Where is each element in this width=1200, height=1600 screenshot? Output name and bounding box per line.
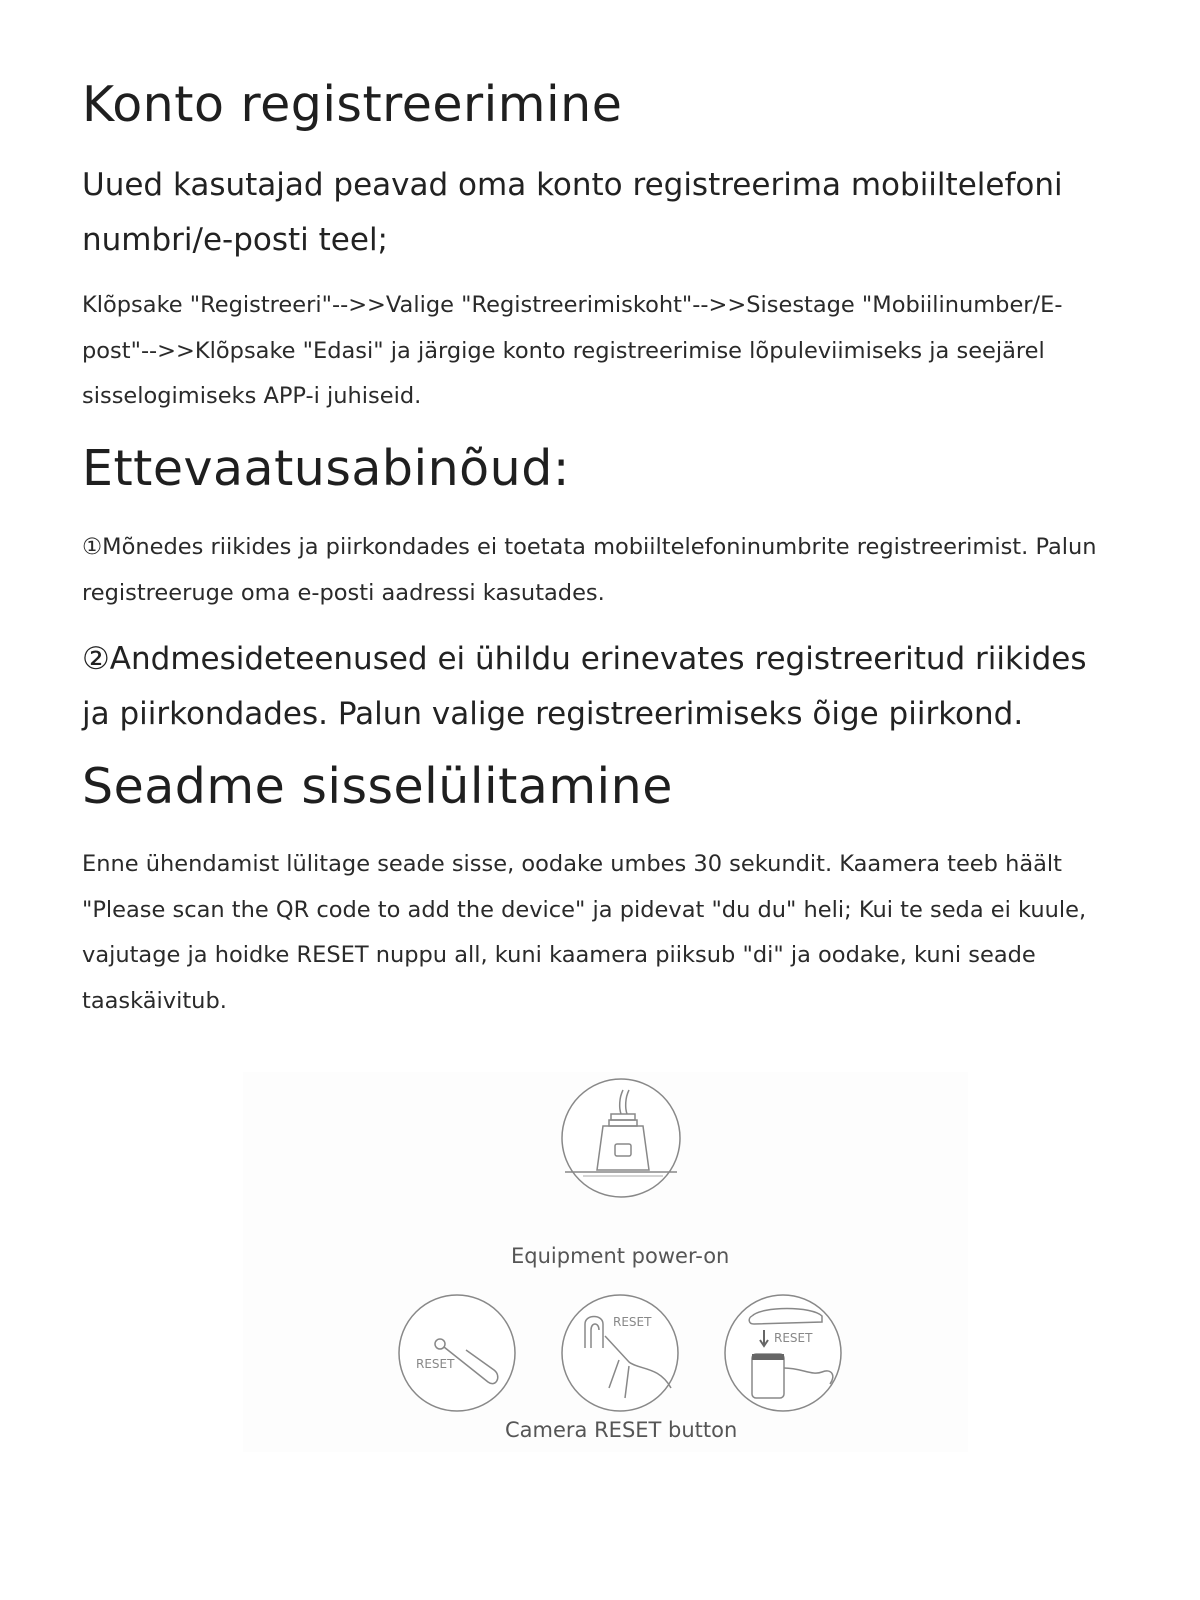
reset-top-press-icon	[722, 1292, 844, 1414]
caption-power-on: Equipment power-on	[511, 1244, 730, 1268]
account-registration-heading: Konto registreerimine	[82, 76, 623, 133]
power-reset-illustration	[243, 1072, 968, 1452]
precautions-heading: Ettevaatusabinõud:	[82, 440, 570, 497]
account-steps-text: Klõpsake "Registreeri"-->>Valige "Registreerimiskoht"-->>Sisestage "Mobiilinumber/E-post"-->>Klõpsake "Edasi" ja järgige konto registreerimise lõpuleviimiseks ja seejärel sisselogimiseks APP-i juhiseid.	[82, 292, 1063, 409]
power-plug-icon	[559, 1076, 683, 1200]
reset-finger-press-icon	[559, 1292, 681, 1414]
precaution-2-text: ②Andmesideteenused ei ühildu erinevates registreeritud riikides ja piirkondades. Palun valige registreerimiseks õige piirkond.	[82, 641, 1087, 732]
reset-label-top: RESET	[774, 1331, 813, 1345]
caption-camera-reset: Camera RESET button	[505, 1418, 738, 1442]
account-lead-text: Uued kasutajad peavad oma konto registreerima mobiiltelefoni numbri/e-posti teel;	[82, 167, 1063, 258]
reset-pin-icon	[396, 1292, 518, 1414]
precaution-1-text: ①Mõnedes riikides ja piirkondades ei toetata mobiiltelefoninumbrite registreerimist. Palun registreeruge oma e-posti aadressi kasutades.	[82, 534, 1097, 606]
power-on-body-text: Enne ühendamist lülitage seade sisse, oodake umbes 30 sekundit. Kaamera teeb häält "Please scan the QR code to add the device" ja pidevat "du du" heli; Kui te seda ei kuule, vajutage ja hoidke RESET nuppu all, kuni kaamera piiksub "di" ja oodake, kuni seade taaskäivitub.	[82, 851, 1087, 1014]
reset-label-finger: RESET	[613, 1315, 652, 1329]
power-on-heading: Seadme sisselülitamine	[82, 758, 673, 815]
reset-label-pin: RESET	[416, 1357, 455, 1371]
